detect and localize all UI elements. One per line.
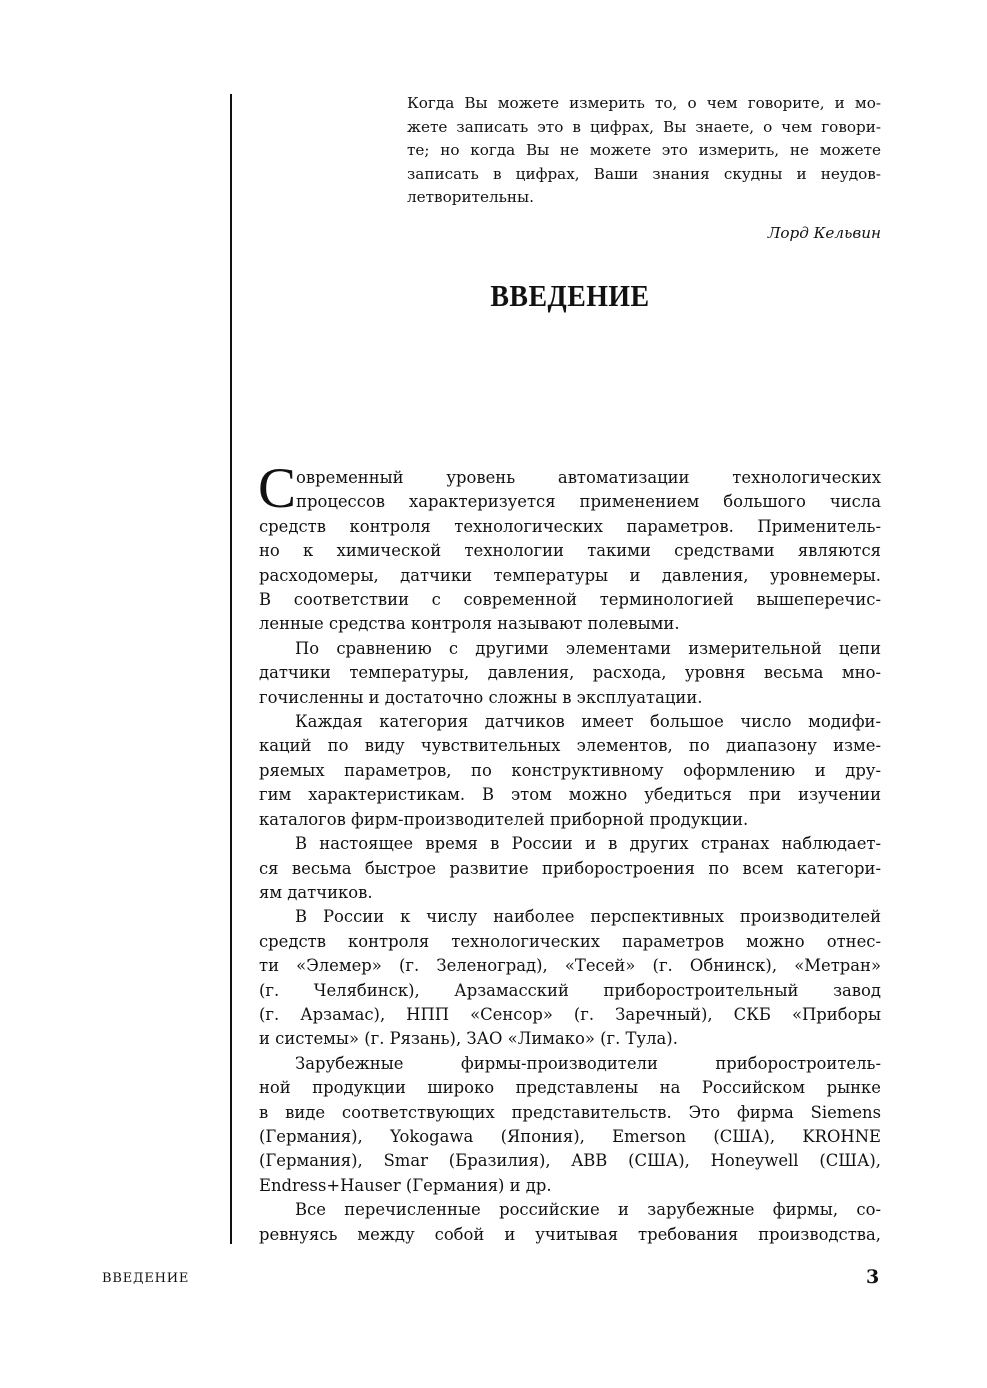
body-line: датчики температуры, давления, расхода, уровня весьма мно-	[259, 663, 881, 683]
body-line: гочисленны и достаточно сложны в эксплуатации.	[259, 687, 703, 707]
epigraph-line: Когда Вы можете измерить то, о чем говорите, и мо-	[407, 94, 881, 112]
drop-cap: С	[258, 457, 297, 520]
epigraph-line: записать в цифрах, Ваши знания скудны и неудов-	[407, 164, 881, 183]
body-line: Все перечисленные российские и зарубежные фирмы, со-	[295, 1200, 881, 1220]
page-number: 3	[866, 1266, 880, 1288]
body-line: средств контроля технологических параметров можно отнес-	[259, 931, 881, 951]
body-line: Endress+Hauser (Германия) и др.	[259, 1175, 552, 1195]
epigraph-author: Лорд Кельвин	[767, 223, 881, 242]
body-line: (Германия), Yokogawa (Япония), Emerson (США), KROHNE	[259, 1126, 881, 1146]
body-line: ной продукции широко представлены на Российском рынке	[259, 1078, 881, 1098]
body-line: По сравнению с другими элементами измерительной цепи	[295, 638, 881, 658]
epigraph-line: летворительны.	[407, 188, 534, 206]
epigraph-line: те; но когда Вы не можете это измерить, не можете	[407, 141, 881, 159]
body-line: овременный уровень автоматизации технологических	[296, 468, 881, 487]
body-line: и системы» (г. Рязань), ЗАО «Лимако» (г. Тула).	[259, 1029, 678, 1049]
body-line: (Германия), Smar (Бразилия), ABB (США), Honeywell (США),	[259, 1151, 881, 1171]
body-line: каций по виду чувствительных элементов, по диапазону изме-	[259, 736, 881, 756]
body-line: В настоящее время в России и в других странах наблюдает-	[295, 834, 881, 854]
body-line: каталогов фирм-производителей приборной продукции.	[259, 809, 749, 829]
margin-rule	[230, 94, 232, 1244]
body-line: Зарубежные фирмы-производители приборостроитель-	[295, 1053, 881, 1073]
body-line: ся весьма быстрое развитие приборостроения по всем категори-	[259, 858, 881, 878]
body-line: (г. Челябинск), Арзамасский приборостроительный завод	[259, 980, 881, 1000]
body-line: гим характеристикам. В этом можно убедиться при изучении	[259, 785, 881, 805]
body-line: ленные средства контроля называют полевыми.	[259, 614, 680, 634]
body-line: ревнуясь между собой и учитывая требования производства,	[259, 1224, 881, 1244]
body-line: процессов характеризуется применением большого числа	[296, 492, 881, 512]
body-line: ряемых параметров, по конструктивному оформлению и дру-	[259, 760, 881, 780]
body-line: Каждая категория датчиков имеет большое число модифи-	[295, 712, 881, 732]
running-footer-section: ВВЕДЕНИЕ	[102, 1271, 190, 1286]
body-line: ям датчиков.	[259, 882, 373, 902]
body-text	[258, 457, 881, 1247]
body-line: В России к числу наиболее перспективных производителей	[295, 907, 881, 927]
body-line: расходомеры, датчики температуры и давления, уровнемеры.	[259, 565, 881, 585]
chapter-title: ВВЕДЕНИЕ	[490, 278, 650, 313]
body-line: (г. Арзамас), НПП «Сенсор» (г. Заречный), СКБ «Приборы	[259, 1004, 881, 1024]
epigraph	[407, 92, 881, 245]
body-line: в виде соответствующих представительств. Это фирма Siemens	[259, 1102, 881, 1122]
body-line: ти «Элемер» (г. Зеленоград), «Тесей» (г. Обнинск), «Метран»	[259, 956, 881, 976]
body-line: средств контроля технологических параметров. Применитель-	[259, 516, 881, 536]
body-line: В соответствии с современной терминологией вышеперечис-	[259, 590, 881, 610]
epigraph-line: жете записать это в цифрах, Вы знаете, о чем говори-	[407, 117, 881, 136]
body-line: но к химической технологии такими средствами являются	[259, 541, 881, 561]
